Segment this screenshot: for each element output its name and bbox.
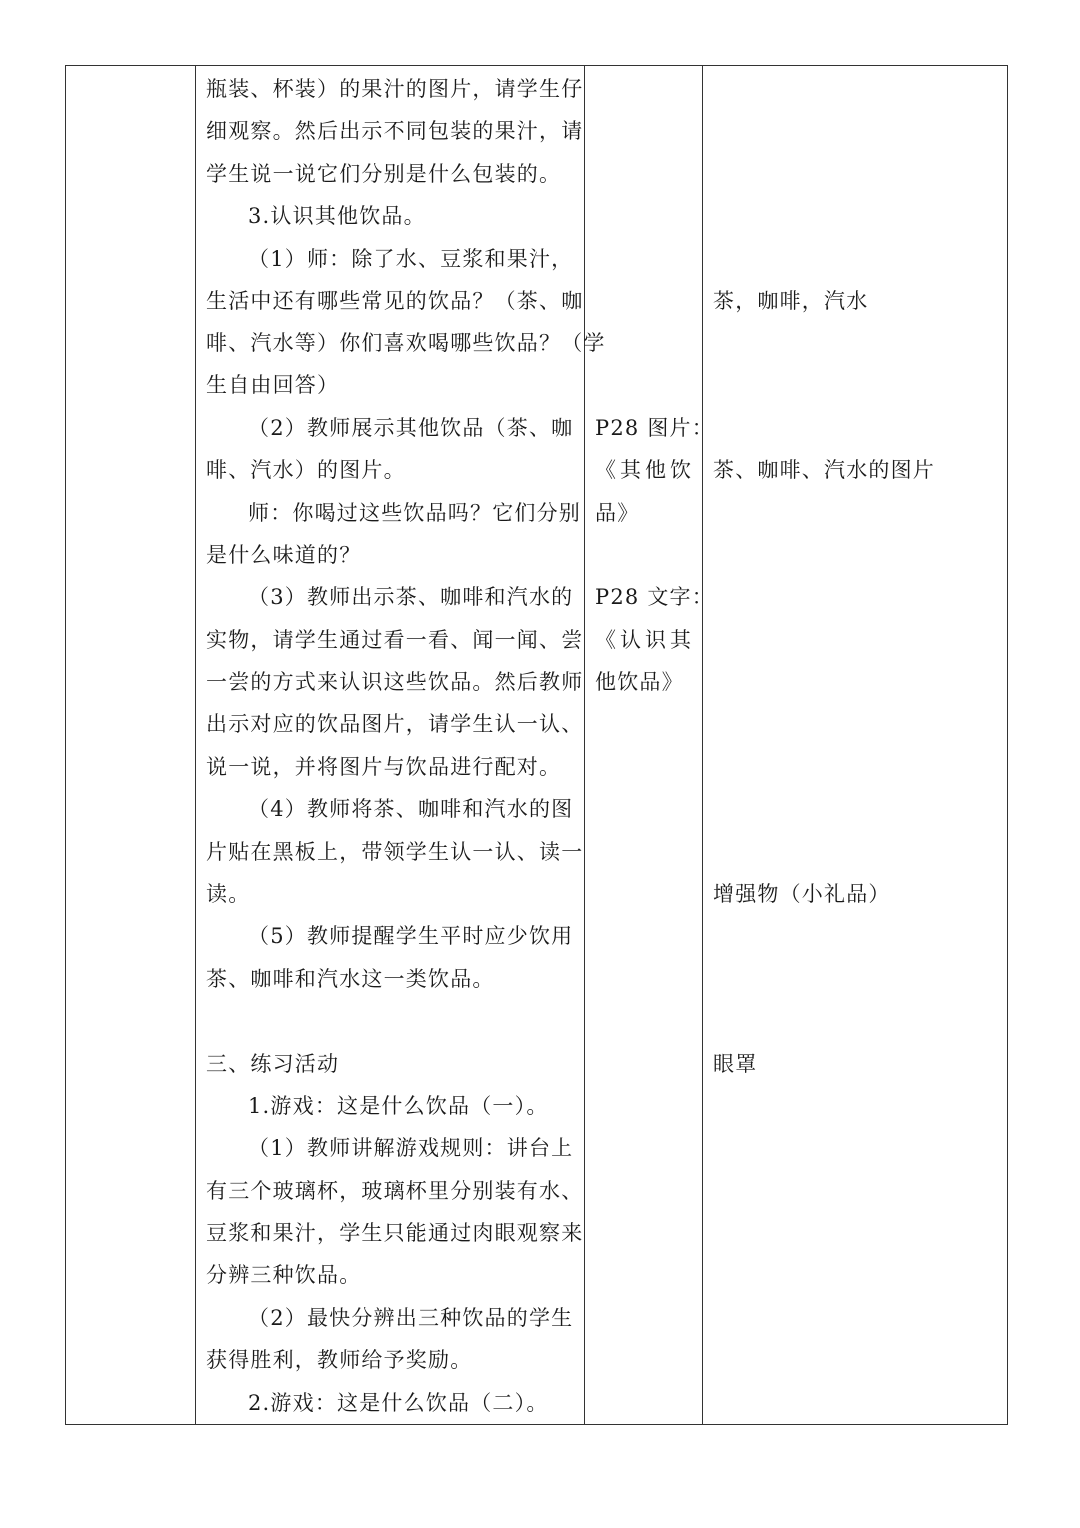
process-line: 1.游戏：这是什么饮品（一）。 xyxy=(248,1094,549,1118)
process-line: 茶、咖啡和汽水这一类饮品。 xyxy=(206,967,495,991)
process-line: 片贴在黑板上，带领学生认一认、读一 xyxy=(206,840,584,864)
process-line: （1）教师讲解游戏规则：讲台上 xyxy=(248,1136,574,1160)
process-line: 啡、汽水）的图片。 xyxy=(206,458,406,482)
process-line: 学生说一说它们分别是什么包装的。 xyxy=(206,162,562,186)
process-line: 豆浆和果汁，学生只能通过肉眼观察来 xyxy=(206,1221,584,1245)
process-line: 一尝的方式来认识这些饮品。然后教师 xyxy=(206,670,584,694)
process-line: 分辨三种饮品。 xyxy=(206,1263,362,1287)
material-line: 茶、咖啡、汽水的图片 xyxy=(713,458,935,482)
process-line: 是什么味道的？ xyxy=(206,543,362,567)
process-line: 细观察。然后出示不同包装的果汁，请 xyxy=(206,119,584,143)
textbook-reference-line: 品》 xyxy=(595,501,640,525)
process-line: （4）教师将茶、咖啡和汽水的图 xyxy=(248,797,574,821)
column-divider xyxy=(702,66,703,1424)
process-line: （1）师：除了水、豆浆和果汁， xyxy=(248,247,574,271)
process-line: 瓶装、杯装）的果汁的图片，请学生仔 xyxy=(206,77,584,101)
process-line: 2.游戏：这是什么饮品（二）。 xyxy=(248,1391,549,1415)
process-line: 生自由回答） xyxy=(206,373,340,397)
process-line: （2）最快分辨出三种饮品的学生 xyxy=(248,1306,574,1330)
process-line: 生活中还有哪些常见的饮品？（茶、咖 xyxy=(206,289,584,313)
process-line: 师：你喝过这些饮品吗？它们分别 xyxy=(248,501,581,525)
process-line: （3）教师出示茶、咖啡和汽水的 xyxy=(248,585,574,609)
material-line: 增强物（小礼品） xyxy=(713,882,891,906)
material-line: 茶，咖啡，汽水 xyxy=(713,289,869,313)
textbook-reference-line: 他饮品》 xyxy=(595,670,684,694)
process-line: （5）教师提醒学生平时应少饮用 xyxy=(248,924,574,948)
process-line: 啡、汽水等）你们喜欢喝哪些饮品？（学 xyxy=(206,331,606,355)
process-line: （2）教师展示其他饮品（茶、咖 xyxy=(248,416,574,440)
process-line: 实物，请学生通过看一看、闻一闻、尝 xyxy=(206,628,584,652)
textbook-reference-line: P28 图片： xyxy=(595,416,714,440)
textbook-reference-line: 《认识其 xyxy=(595,628,695,652)
process-line: 出示对应的饮品图片，请学生认一认、 xyxy=(206,712,584,736)
process-line: 说一说，并将图片与饮品进行配对。 xyxy=(206,755,562,779)
process-line: 读。 xyxy=(206,882,251,906)
process-line: 获得胜利，教师给予奖励。 xyxy=(206,1348,473,1372)
process-line: 3.认识其他饮品。 xyxy=(248,204,426,228)
lesson-plan-table xyxy=(65,65,1008,1425)
material-line: 眼罩 xyxy=(713,1052,758,1076)
textbook-reference-line: 《其他饮 xyxy=(595,458,695,482)
textbook-reference-line: P28 文字： xyxy=(595,585,714,609)
column-divider xyxy=(195,66,196,1424)
section-heading: 三、练习活动 xyxy=(206,1052,340,1076)
column-divider xyxy=(584,66,585,1424)
process-line: 有三个玻璃杯，玻璃杯里分别装有水、 xyxy=(206,1179,584,1203)
